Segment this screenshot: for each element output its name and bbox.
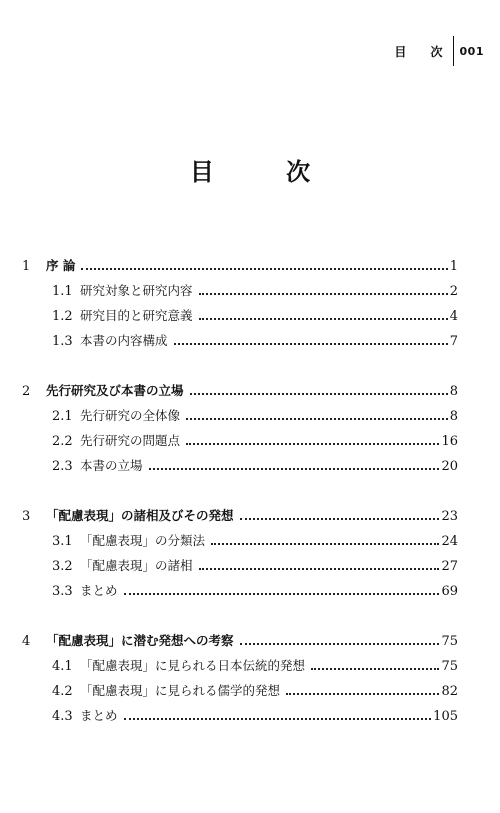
dot-leader: [211, 543, 439, 545]
chapter-page-number: 23: [441, 509, 458, 524]
dot-leader: [286, 693, 439, 695]
toc-chapter-row: [0, 503, 500, 528]
toc-section-row: [0, 328, 500, 353]
dot-leader: [199, 318, 448, 320]
table-of-contents: [0, 253, 500, 753]
toc-chapter: [0, 378, 500, 478]
section-title: まとめ: [80, 583, 118, 598]
chapter-number: 3: [22, 509, 31, 524]
section-page-number: 27: [441, 559, 458, 574]
running-head-page-number: 001: [459, 44, 484, 58]
chapter-page-number: 75: [441, 634, 458, 649]
section-page-number: 2: [449, 284, 458, 299]
section-page-number: 105: [433, 709, 458, 724]
section-number: 2.2: [52, 434, 73, 449]
chapter-number: 1: [22, 259, 31, 274]
section-page-number: 75: [441, 659, 458, 674]
toc-section-row: [0, 428, 500, 453]
section-number: 4.1: [52, 659, 73, 674]
section-number: 4.2: [52, 684, 73, 699]
section-number: 3.1: [52, 534, 73, 549]
section-number: 3.2: [52, 559, 73, 574]
section-page-number: 4: [449, 309, 458, 324]
dot-leader: [124, 718, 432, 720]
dot-leader: [240, 518, 440, 520]
section-number: 2.1: [52, 409, 73, 424]
toc-section-row: [0, 528, 500, 553]
toc-section-row: [0, 303, 500, 328]
running-head: [394, 36, 484, 66]
dot-leader: [149, 468, 440, 470]
toc-section-row: [0, 653, 500, 678]
toc-section-row: [0, 453, 500, 478]
section-number: 1.3: [52, 334, 73, 349]
section-title: まとめ: [80, 708, 118, 723]
dot-leader: [190, 393, 448, 395]
running-head-divider: [453, 36, 454, 66]
section-title: 「配慮表現」に見られる儒学的発想: [80, 683, 281, 698]
section-number: 1.1: [52, 284, 73, 299]
chapter-page-number: 1: [449, 259, 458, 274]
toc-chapter-row: [0, 378, 500, 403]
section-page-number: 82: [441, 684, 458, 699]
section-number: 4.3: [52, 709, 73, 724]
toc-section-row: [0, 678, 500, 703]
chapter-title: 序 論: [46, 258, 76, 273]
section-title: 「配慮表現」の諸相: [80, 558, 193, 573]
dot-leader: [174, 343, 448, 345]
chapter-number: 2: [22, 384, 31, 399]
section-number: 3.3: [52, 584, 73, 599]
chapter-title: 先行研究及び本書の立場: [46, 383, 184, 398]
toc-chapter: [0, 628, 500, 728]
section-page-number: 24: [441, 534, 458, 549]
toc-section-row: [0, 278, 500, 303]
section-title: 本書の立場: [80, 458, 143, 473]
section-number: 2.3: [52, 459, 73, 474]
dot-leader: [124, 593, 440, 595]
section-page-number: 69: [441, 584, 458, 599]
section-title: 研究目的と研究意義: [80, 308, 193, 323]
toc-section-row: [0, 403, 500, 428]
chapter-title: 「配慮表現」に潜む発想への考察: [46, 633, 234, 648]
section-page-number: 7: [449, 334, 458, 349]
dot-leader: [199, 568, 440, 570]
dot-leader: [199, 293, 448, 295]
dot-leader: [311, 668, 439, 670]
toc-chapter: [0, 503, 500, 603]
chapter-number: 4: [22, 634, 31, 649]
section-title: 「配慮表現」に見られる日本伝統的発想: [80, 658, 306, 673]
section-title: 先行研究の問題点: [80, 433, 181, 448]
chapter-page-number: 8: [449, 384, 458, 399]
section-title: 研究対象と研究内容: [80, 283, 193, 298]
chapter-title: 「配慮表現」の諸相及びその発想: [46, 508, 234, 523]
dot-leader: [186, 443, 439, 445]
section-page-number: 16: [441, 434, 458, 449]
dot-leader: [186, 418, 448, 420]
section-title: 先行研究の全体像: [80, 408, 181, 423]
page-title: 目 次: [189, 158, 343, 186]
running-head-title: 目 次: [394, 44, 453, 59]
section-page-number: 8: [449, 409, 458, 424]
section-page-number: 20: [441, 459, 458, 474]
toc-section-row: [0, 553, 500, 578]
toc-section-row: [0, 703, 500, 728]
toc-chapter-row: [0, 253, 500, 278]
section-number: 1.2: [52, 309, 73, 324]
dot-leader: [240, 643, 440, 645]
toc-chapter-row: [0, 628, 500, 653]
toc-chapter: [0, 253, 500, 353]
section-title: 「配慮表現」の分類法: [80, 533, 206, 548]
section-title: 本書の内容構成: [80, 333, 168, 348]
dot-leader: [81, 268, 447, 270]
toc-section-row: [0, 578, 500, 603]
